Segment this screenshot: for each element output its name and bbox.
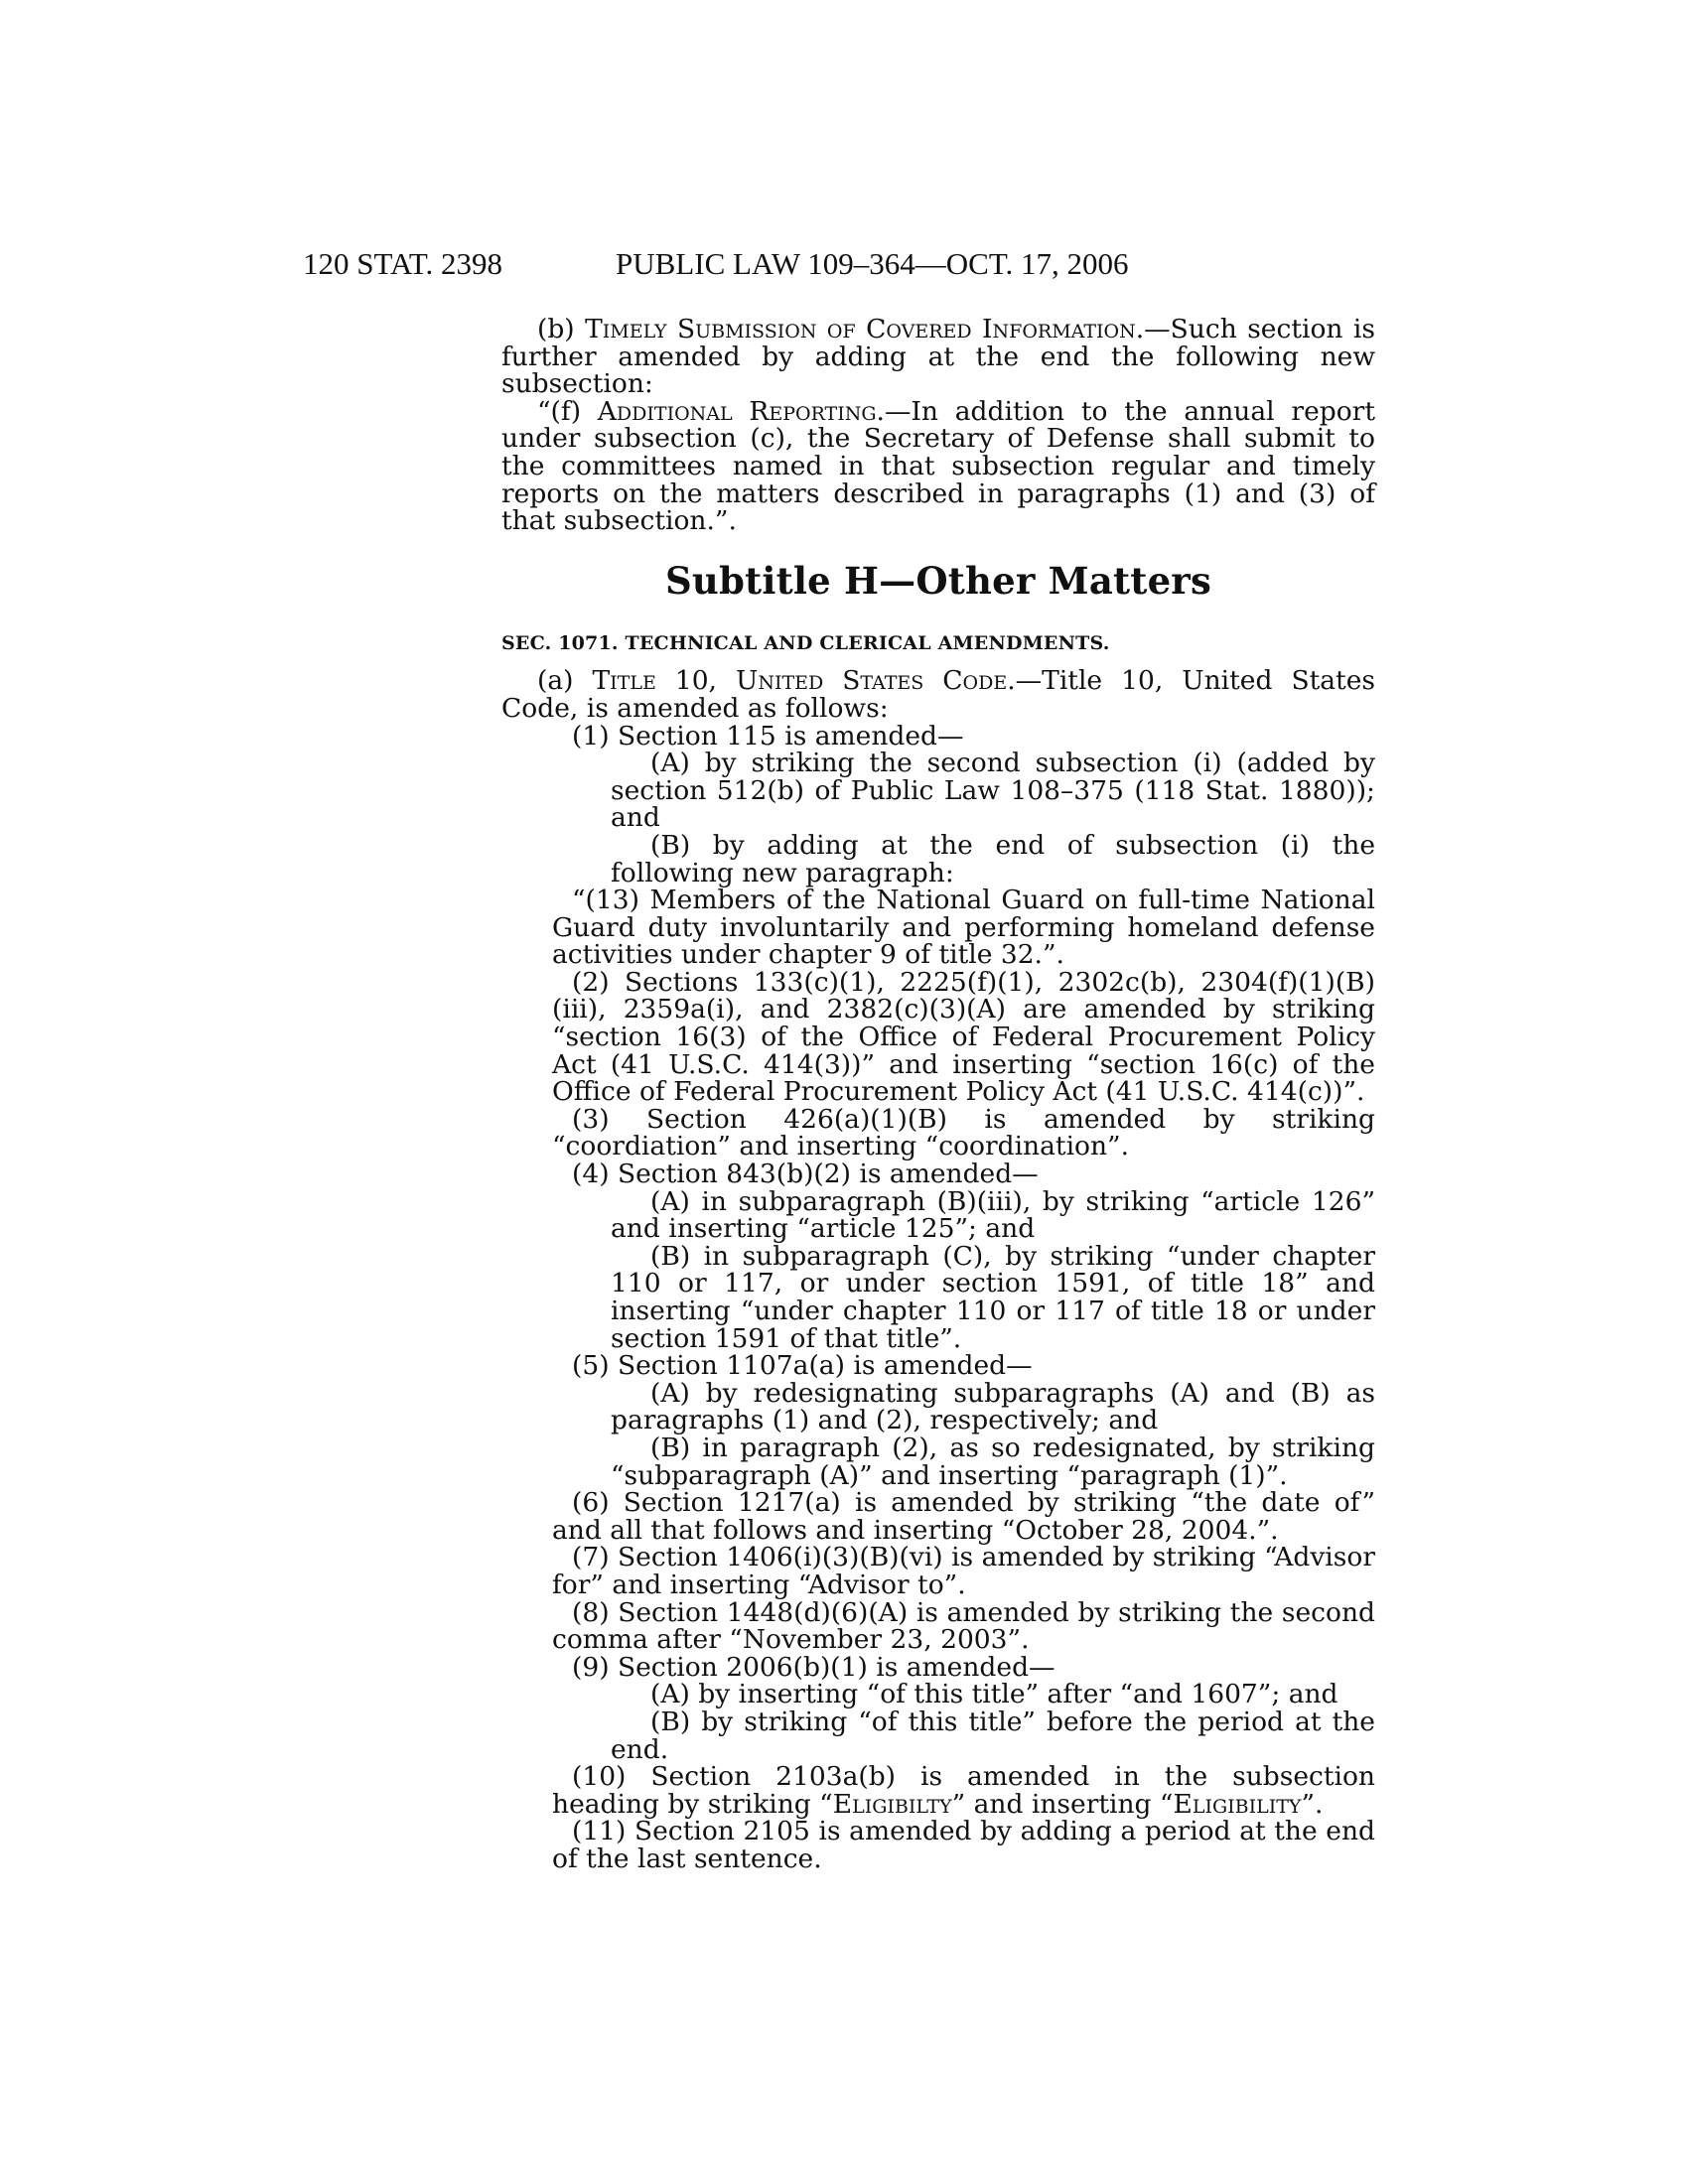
item-4-a: (A) in subparagraph (B)(iii), by striking “article 126” and inserting “article 125”; and (611, 1185, 1375, 1245)
item-5-a: (A) by redesignating subparagraphs (A) and (B) as paragraphs (1) and (2), respectively; and (611, 1377, 1375, 1436)
item-9-a: (A) by inserting “of this title” after “and 1607”; and (650, 1679, 1338, 1710)
item-9: (9) Section 2006(b)(1) is amended— (572, 1651, 1055, 1683)
item-2: (2) Sections 133(c)(1), 2225(f)(1), 2302c(b), 2304(f)(1)(B)(iii), 2359a(i), and 2382(c)(3)(A) are amended by striking “section 16(3) of the Office of Federal Procurement Policy Act (41 U.S.C. 414(3))” and inserting “section 16(c) of the Office of Federal Procurement Policy Act (41 U.S.C. 414(c))”. (552, 966, 1375, 1108)
paragraph-b: (b) Timely Submission of Covered Information.—Such section is further amended by adding at the end the following new subsection: (501, 314, 1375, 400)
item-4-b: (B) in subparagraph (C), by striking “under chapter 110 or 117, or under section 1591, of title 18” and inserting “under chapter 110 or 117 of title 18 or under section 1591 of that title”. (611, 1240, 1375, 1354)
item-7: (7) Section 1406(i)(3)(B)(vi) is amended by striking “Advisor for” and inserting “Advisor to”. (552, 1542, 1375, 1600)
item-4: (4) Section 843(b)(2) is amended— (572, 1159, 1039, 1190)
item-11: (11) Section 2105 is amended by adding a period at the end of the last sentence. (552, 1816, 1375, 1874)
paragraph-a: (a) Title 10, United States Code.—Title 10, United States Code, is amended as follows: (501, 665, 1375, 724)
paragraph-a-heading: Title 10, United States Code (592, 665, 1008, 697)
item-3: (3) Section 426(a)(1)(B) is amended by striking “coordiation” and inserting “coordination”. (552, 1103, 1375, 1162)
subsection-f: “(f) Additional Reporting.—In addition to the annual report under subsection (c), the Secretary of Defense shall submit to the committees named in that subsection regular and timely reports on the matters described in paragraphs (1) and (3) of that subsection.”. (501, 395, 1375, 537)
page-header (303, 246, 1216, 286)
item-5: (5) Section 1107a(a) is amended— (572, 1350, 1033, 1382)
item-1-b: (B) by adding at the end of subsection (i) the following new paragraph: (611, 829, 1375, 888)
item-1-quote: “(13) Members of the National Guard on full-time National Guard duty involuntarily and performing homeland defense activities under chapter 9 of title 32.”. (552, 885, 1375, 971)
item-6: (6) Section 1217(a) is amended by striking “the date of” and all that follows and inserting “October 28, 2004.”. (552, 1487, 1375, 1546)
paragraph-b-heading: Timely Submission of Covered Information (585, 314, 1136, 344)
section-heading: SEC. 1071. TECHNICAL AND CLERICAL AMENDMENTS. (501, 631, 1110, 654)
item-1-a: (A) by striking the second subsection (i) (added by section 512(b) of Public Law 108–375 (118 Stat. 1880)); and (611, 748, 1375, 834)
running-head: PUBLIC LAW 109–364—OCT. 17, 2006 (616, 246, 1129, 281)
item-9-b: (B) by striking “of this title” before the period at the end. (611, 1706, 1375, 1765)
document-body (501, 316, 1375, 1872)
item-5-b: (B) in paragraph (2), as so redesignated, by striking “subparagraph (A)” and inserting “paragraph (1)”. (611, 1432, 1375, 1491)
stat-page-number: 120 STAT. 2398 (303, 246, 503, 281)
item-10: (10) Section 2103a(b) is amended in the subsection heading by striking “Eligibilty” and inserting “Eligibility”. (552, 1761, 1375, 1820)
item-10-struck-word: Eligibilty (832, 1788, 952, 1820)
subtitle-heading: Subtitle H—Other Matters (664, 558, 1212, 603)
item-10-inserted-word: Eligibility (1173, 1788, 1302, 1820)
item-1: (1) Section 115 is amended— (572, 720, 964, 751)
item-8: (8) Section 1448(d)(6)(A) is amended by striking the second comma after “November 23, 2003”. (552, 1596, 1375, 1656)
subsection-f-heading: Additional Reporting (597, 395, 877, 427)
